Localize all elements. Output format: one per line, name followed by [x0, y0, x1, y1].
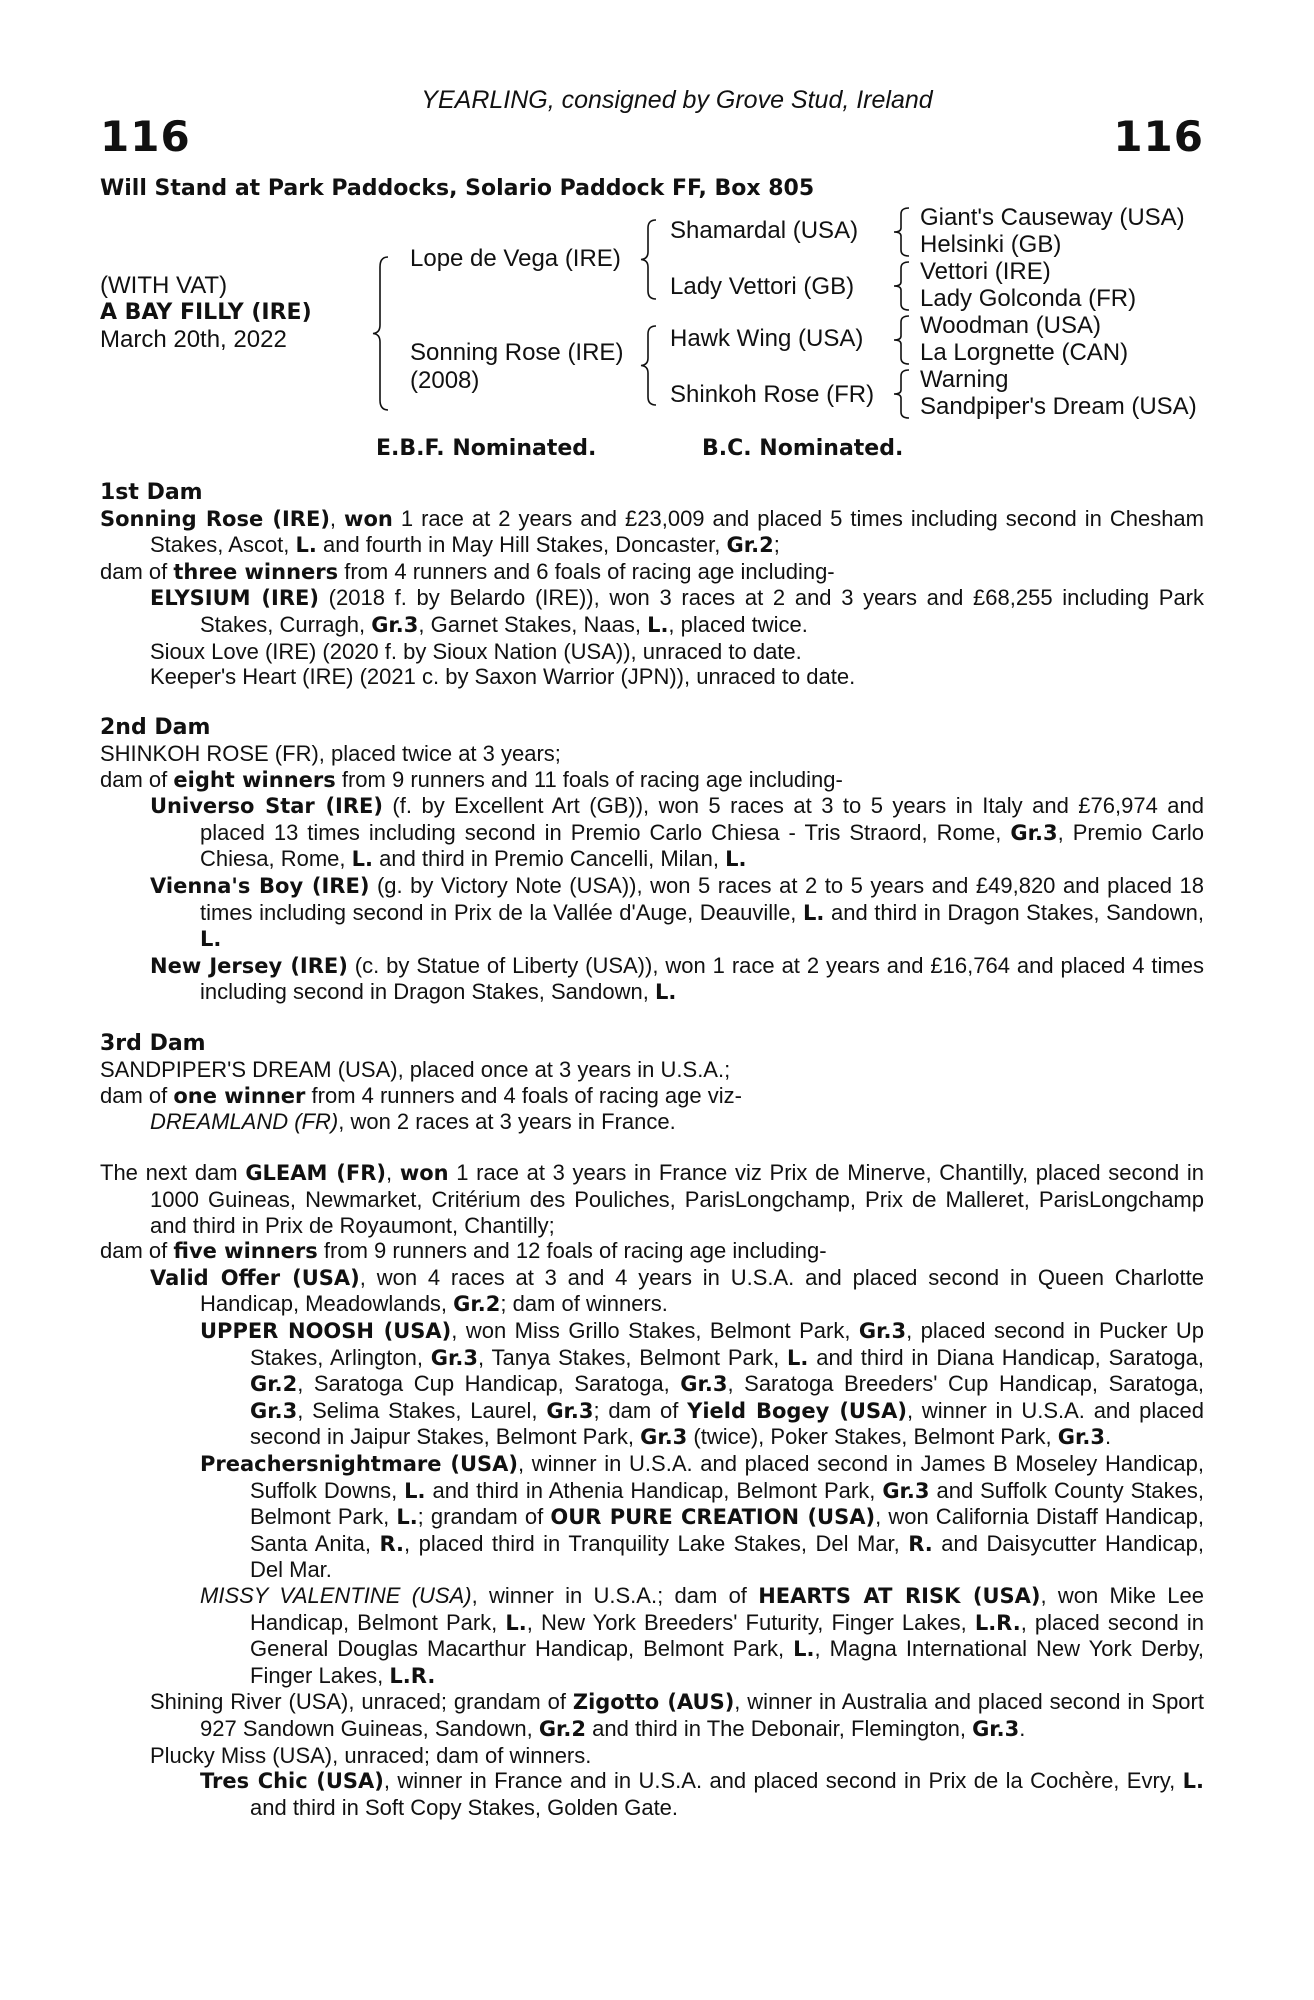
record-text: dam of	[100, 558, 174, 584]
produce-entry	[100, 1265, 1204, 1318]
third-dam-produce	[100, 1083, 1204, 1110]
group-mark: Gr.2	[726, 533, 774, 558]
produce-entry	[100, 1109, 1204, 1135]
produce-entry	[100, 585, 1204, 638]
group-mark: Gr.3	[858, 1319, 907, 1343]
listed-mark: L.	[725, 847, 747, 872]
group-mark: Gr.3	[371, 612, 419, 637]
vat-note: (WITH VAT)	[100, 272, 228, 299]
listed-mark: L.	[505, 1610, 527, 1635]
horse-name: New Jersey (IRE)	[150, 953, 348, 978]
record-text: and third in Dragon Stakes, Sandown,	[824, 899, 1205, 925]
listed-mark: L.	[803, 900, 825, 925]
record-text: and Daisycutter Handicap, Del Mar.	[250, 1530, 1205, 1583]
winners-count: three winners	[173, 559, 339, 584]
listed-mark: L.	[404, 1478, 426, 1503]
record-text: , placed second in Pucker Up Stakes, Arlington,	[250, 1318, 1204, 1370]
dam: Sonning Rose (IRE)	[410, 339, 624, 366]
record-text: from 4 runners and 4 foals of racing age viz-	[305, 1082, 742, 1108]
listed-mark: L.	[1182, 1769, 1205, 1794]
horse-name: OUR PURE CREATION (USA)	[550, 1505, 876, 1530]
record-text: (f. by Excellent Art (GB)), won 5 races at 3 to 5 years in Italy and £76,974 and placed 13 times including second in Premio Carlo Chiesa - Tris Straord, Rome,	[200, 793, 1204, 845]
dam-sire: Hawk Wing (USA)	[670, 325, 864, 352]
horse-name: Valid Offer (USA)	[150, 1265, 360, 1290]
record-text: and third in Diana Handicap, Saratoga,	[808, 1344, 1205, 1370]
produce-entry	[100, 1689, 1204, 1742]
next-dam-record: The next dam GLEAM (FR), won 1 race at 3 years in France viz Prix de Minerve, Chantilly, placed second in 1000 Guineas, Newmarket, Critérium des Pouliches, ParisLongchamp, Prix de Malleret, ParisLongchamp and third in Prix de Royaumont, Chantilly;	[100, 1160, 1204, 1238]
produce-entry: Plucky Miss (USA), unraced; dam of winners.	[150, 1742, 592, 1768]
record-text: , placed twice.	[668, 611, 808, 637]
horse-name: UPPER NOOSH (USA)	[200, 1319, 452, 1343]
record-text: and fourth in May Hill Stakes, Doncaster,	[316, 532, 727, 558]
brace-main	[372, 255, 392, 412]
group-mark: Gr.2	[250, 1372, 298, 1397]
record-text: , New York Breeders' Futurity, Finger Lakes,	[526, 1609, 975, 1635]
record-text: , Tanya Stakes, Belmont Park,	[477, 1344, 788, 1370]
horse-name: DREAMLAND (FR)	[150, 1109, 339, 1135]
grandsire-4: Lady Golconda (FR)	[920, 285, 1137, 312]
first-dam-produce	[100, 559, 1204, 586]
brace-sire	[640, 218, 660, 301]
lot-number-left: 116	[100, 112, 191, 161]
foaling-date: March 20th, 2022	[100, 326, 287, 353]
horse-name: Universo Star (IRE)	[150, 794, 383, 819]
horse-name: Vienna's Boy (IRE)	[150, 873, 370, 898]
listed-mark: L.	[793, 1637, 815, 1662]
record-text: , won Mike Lee Handicap, Belmont Park,	[250, 1582, 1204, 1635]
listed-mark: L.	[654, 980, 677, 1005]
record-text: , won 4 races at 3 and 4 years in U.S.A. and placed second in Queen Charlotte Handicap, Meadowlands,	[200, 1264, 1204, 1317]
group-mark: Gr.3	[430, 1345, 478, 1370]
listed-mark: L.	[200, 927, 222, 952]
third-dam-record: SANDPIPER'S DREAM (USA), placed once at 3 years in U.S.A.;	[100, 1057, 731, 1083]
record-text: , Saratoga Cup Handicap, Saratoga,	[297, 1371, 681, 1397]
listed-mark: L.	[295, 533, 317, 558]
record-text: , won California Distaff Handicap, Santa Anita,	[250, 1504, 1205, 1556]
winners-count: one winner	[173, 1083, 306, 1108]
produce-entry	[100, 793, 1204, 873]
produce-entry	[100, 1451, 1204, 1583]
first-dam-record: Sonning Rose (IRE), won 1 race at 2 years and £23,009 and placed 5 times including second in Chesham Stakes, Ascot, L. and fourth in May Hill Stakes, Doncaster, Gr.2;	[100, 505, 1204, 558]
grandsire-7: Warning	[920, 366, 1009, 393]
listed-restricted-mark: L.R.	[974, 1610, 1021, 1635]
horse-name: Preachersnightmare (USA)	[200, 1451, 518, 1476]
horse-name: GLEAM (FR)	[245, 1161, 387, 1186]
listed-mark: L.	[787, 1345, 809, 1370]
brace-g1	[893, 206, 913, 258]
second-dam-record: SHINKOH ROSE (FR), placed twice at 3 years;	[100, 740, 561, 766]
second-dam-produce	[100, 767, 1204, 794]
produce-entry	[100, 953, 1204, 1006]
produce-entry: Keeper's Heart (IRE) (2021 c. by Saxon Warrior (JPN)), unraced to date.	[150, 664, 856, 690]
record-text: dam of	[100, 1082, 174, 1108]
dam-year: (2008)	[410, 367, 480, 394]
grandsire-8: Sandpiper's Dream (USA)	[920, 393, 1197, 420]
record-text: , placed second in General Douglas Macarthur Handicap, Belmont Park,	[250, 1609, 1204, 1662]
lot-number-right: 116	[1113, 112, 1204, 161]
record-text: , Garnet Stakes, Naas,	[418, 611, 648, 637]
group-mark: Gr.3	[1057, 1425, 1105, 1450]
horse-name: Yield Bogey (USA)	[687, 1398, 907, 1423]
produce-entry	[100, 1583, 1204, 1689]
horse-name: MISSY VALENTINE (USA)	[200, 1582, 472, 1608]
horse-name: Tres Chic (USA)	[200, 1769, 384, 1794]
second-dam-heading: 2nd Dam	[100, 715, 211, 741]
record-text: , won Miss Grillo Stakes, Belmont Park,	[451, 1318, 859, 1343]
produce-entry	[100, 1318, 1204, 1451]
brace-g3	[893, 314, 913, 366]
stand-location: Will Stand at Park Paddocks, Solario Paddock FF, Box 805	[100, 176, 815, 201]
record-text: ; grandam of	[417, 1504, 551, 1530]
next-dam-produce	[100, 1238, 1204, 1265]
record-text: ; dam of winners.	[500, 1291, 668, 1317]
record-text: , placed third in Tranquility Lake Stakes, Del Mar,	[404, 1530, 909, 1556]
record-text: from 9 runners and 11 foals of racing age including-	[335, 766, 843, 792]
record-text: (c. by Statue of Liberty (USA)), won 1 race at 2 years and £16,764 and placed 4 times including second in Dragon Stakes, Sandown,	[200, 952, 1204, 1005]
group-mark: Gr.3	[882, 1478, 930, 1503]
record-text: , Premio Carlo Chiesa, Rome,	[200, 819, 1204, 872]
record-text: , winner in U.S.A.; dam of	[471, 1582, 759, 1608]
listed-mark: L.	[351, 847, 373, 872]
listed-mark: L.	[396, 1505, 418, 1530]
consignor-subtitle: YEARLING, consigned by Grove Stud, Ireland	[421, 86, 933, 114]
horse-name: HEARTS AT RISK (USA)	[758, 1583, 1041, 1608]
sire-dam: Lady Vettori (GB)	[670, 273, 855, 300]
grandsire-6: La Lorgnette (CAN)	[920, 339, 1129, 366]
record-text: dam of	[100, 766, 174, 792]
record-text: and third in Soft Copy Stakes, Golden Gate.	[250, 1794, 679, 1820]
record-text: , Saratoga Breeders' Cup Handicap, Saratoga,	[727, 1371, 1204, 1397]
record-text: dam of	[100, 1238, 174, 1264]
produce-entry	[100, 1768, 1204, 1820]
record-text: The next dam	[100, 1160, 246, 1186]
record-text: (g. by Victory Note (USA)), won 5 races at 2 to 5 years and £49,820 and placed 18 times including second in Prix de la Vallée d'Auge, Deauville,	[200, 872, 1205, 925]
record-text: .	[1104, 1424, 1112, 1450]
record-text: , winner in Australia and placed second in Sport 927 Sandown Guineas, Sandown,	[200, 1689, 1204, 1741]
record-text: .	[1019, 1715, 1026, 1741]
dam-dam: Shinkoh Rose (FR)	[670, 381, 875, 408]
horse-name: Zigotto (AUS)	[572, 1690, 735, 1715]
sire: Lope de Vega (IRE)	[410, 245, 621, 272]
record-text: , Selima Stakes, Laurel,	[297, 1397, 547, 1423]
group-mark: Gr.3	[546, 1398, 594, 1423]
sire-sire: Shamardal (USA)	[670, 217, 859, 244]
grandsire-3: Vettori (IRE)	[920, 258, 1051, 285]
listed-mark: L.	[647, 612, 669, 637]
grandsire-2: Helsinki (GB)	[920, 231, 1062, 258]
winners-count: five winners	[173, 1239, 318, 1264]
record-text: ;	[773, 532, 780, 558]
record-text: , won 2 races at 3 years in France.	[338, 1109, 676, 1135]
bc-nomination: B.C. Nominated.	[702, 436, 904, 461]
listed-restricted-mark: L.R.	[389, 1663, 436, 1688]
winners-count: eight winners	[173, 767, 336, 792]
group-mark: Gr.2	[453, 1292, 501, 1317]
first-dam-heading: 1st Dam	[100, 480, 203, 505]
record-text: , winner in U.S.A. and placed second in James B Moseley Handicap, Suffolk Downs,	[250, 1450, 1205, 1503]
record-text: , winner in France and in U.S.A. and placed second in Prix de la Cochère, Evry,	[383, 1768, 1183, 1794]
group-mark: Gr.3	[250, 1398, 298, 1423]
brace-g4	[893, 368, 913, 420]
record-text: (twice), Poker Stakes, Belmont Park,	[687, 1424, 1058, 1450]
record-text: , winner in U.S.A. and placed second in Jaipur Stakes, Belmont Park,	[250, 1397, 1205, 1450]
produce-entry: Sioux Love (IRE) (2020 f. by Sioux Nation (USA)), unraced to date.	[150, 638, 802, 664]
produce-record	[100, 480, 1204, 1820]
horse-name: A BAY FILLY (IRE)	[100, 300, 312, 325]
group-mark: Gr.3	[640, 1425, 688, 1450]
record-text: (2018 f. by Belardo (IRE)), won 3 races at 2 and 3 years and £68,255 including Park Stakes, Curragh,	[200, 585, 1205, 637]
record-text: 1 race at 2 years and £23,009 and placed 5 times including second in Chesham Stakes, Ascot,	[150, 505, 1204, 558]
record-text: ; dam of	[593, 1397, 688, 1423]
won-label: won	[399, 1161, 449, 1186]
group-mark: Gr.3	[972, 1716, 1020, 1741]
record-text: , Magna International New York Derby, Finger Lakes,	[250, 1636, 1204, 1688]
group-mark: Gr.3	[680, 1372, 728, 1397]
record-text: from 9 runners and 12 foals of racing age including-	[317, 1238, 827, 1264]
produce-entry	[100, 873, 1204, 953]
record-text: and third in The Debonair, Flemington,	[586, 1715, 973, 1741]
restricted-mark: R.	[379, 1531, 405, 1556]
brace-g2	[893, 260, 913, 312]
brace-dam	[640, 324, 660, 407]
record-text: from 4 runners and 6 foals of racing age including-	[338, 558, 835, 584]
record-text: and third in Premio Cancelli, Milan,	[372, 846, 726, 872]
grandsire-1: Giant's Causeway (USA)	[920, 204, 1185, 231]
group-mark: Gr.2	[538, 1716, 587, 1741]
dam-name: Sonning Rose (IRE)	[100, 506, 330, 531]
third-dam-heading: 3rd Dam	[100, 1031, 206, 1057]
won-label: won	[344, 506, 393, 531]
record-text: and Suffolk County Stakes, Belmont Park,	[250, 1477, 1204, 1530]
record-text: and third in Athenia Handicap, Belmont Park,	[425, 1477, 883, 1503]
record-text: Shining River (USA), unraced; grandam of	[150, 1689, 573, 1715]
ebf-nomination: E.B.F. Nominated.	[376, 436, 597, 461]
restricted-mark: R.	[908, 1531, 933, 1556]
grandsire-5: Woodman (USA)	[920, 312, 1101, 339]
record-text: 1 race at 3 years in France viz Prix de Minerve, Chantilly, placed second in 1000 Guineas, Newmarket, Critérium des Pouliches, ParisLongchamp, Prix de Malleret, ParisLongchamp and third in Prix de Royaumont, Chantilly;	[150, 1160, 1204, 1238]
horse-name: ELYSIUM (IRE)	[150, 586, 319, 611]
group-mark: Gr.3	[1010, 820, 1058, 845]
